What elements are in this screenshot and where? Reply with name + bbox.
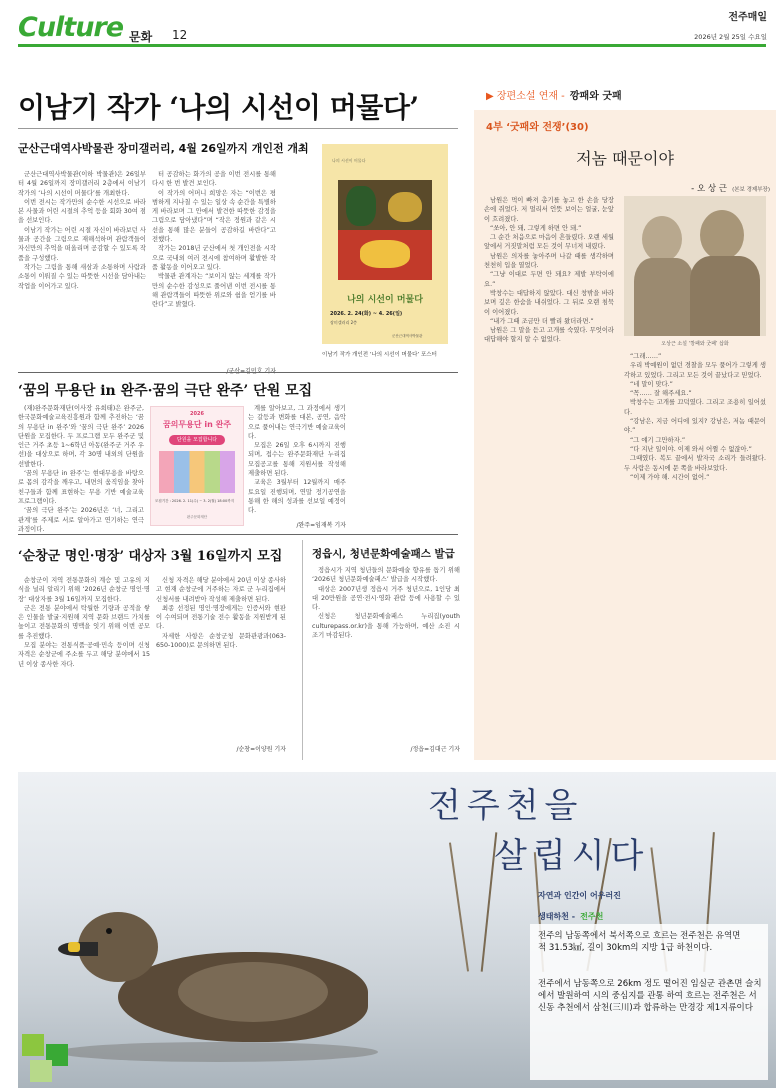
poster-footer: 군산근대역사박물관 [392, 334, 423, 338]
poster-venue: 장미갤러리 2층 [330, 320, 358, 325]
serial-col2 [624, 352, 766, 744]
serial-label-row [486, 84, 776, 100]
ad-tagline-2 [538, 904, 603, 923]
paragraph: “꼭…… 잘 해주세요.” [630, 390, 692, 398]
main-subhead: 군산근대역사박물관 장미갤러리, 4월 26일까지 개인전 개최 [18, 142, 309, 155]
paragraph: 정읍시가 지역 청년들의 문화예술 향유를 돕기 위해 ‘2026년 청년문화예술패스’ 발급을 시작했다. [312, 567, 460, 584]
recruit-poster [150, 406, 244, 526]
paragraph: “그래……” [630, 353, 662, 360]
paragraph: 최종 선정된 명인·명장에게는 인증서와 현판이 수여되며 전통기술 전수 활동을 지원받게 된다. [156, 604, 286, 631]
paragraph: 박창수는 대답하지 않았다. 대신 창밖을 바라보며 깊은 한숨을 내쉬었다. 그 뒤로 오랜 침묵이 이어졌다. [484, 289, 614, 316]
paragraph: 군산근대역사박물관(이하 박물관)은 26일부터 4월 26일까지 장미갤러리 2층에서 이남기 작가의 ‘나의 시선이 머물다’를 개최한다. [18, 171, 146, 197]
main-headline: 이남기 작가 ‘나의 시선이 머물다’ [18, 91, 419, 124]
header-rule [18, 44, 766, 47]
ad-tagline-1: 자연과 인간이 어우러진 [538, 891, 621, 900]
paragraph: (재)완주문화재단(이사장 유희태)은 완주군, 한국문화예술교육진흥원과 함께 추진하는 ‘꿈의 무용단 in 완주’와 ‘꿈의 극단 완주’ 2026 단원을 모집한다. 두 프로그램 모두 완주군 및 인근 거주 초등 1~6학년 아동(완주군 거주 우선)을 대상으로 하며, 각 30명 내외의 단원을 선발한다. [18, 405, 144, 468]
paragraph: 작가는 2018년 군산에서 첫 개인전을 시작으로 국내외 여러 전시에 참여하며 활발한 작품 활동을 이어오고 있다. [152, 245, 276, 271]
paragraph: “다 지난 일이야. 이제 와서 어쩔 수 없잖아.” [630, 445, 752, 453]
paragraph: 모집은 26일 오후 6시까지 진행되며, 접수는 완주문화재단 누리집 모집공고를 통해 지원서를 작성해 제출하면 된다. [248, 442, 346, 478]
youth-headline: 정읍시, 청년문화예술패스 발급 [312, 548, 455, 560]
youth-col [312, 566, 460, 742]
paragraph: ‘꿈의 극단 완주’는 2026년은 ‘너, 그리고 관계’를 주제로 서로 알아가고 연기하는 연극 과정이다. [18, 507, 144, 533]
serial-story-title: 저놈 때문이야 [576, 149, 674, 168]
issue-date: 2026년 2월 25일 수요일 [694, 33, 767, 41]
recruit-poster-banner: 단원을 모집합니다 [169, 435, 225, 445]
paragraph: 이남기 작가는 어린 시절 자신이 바라보던 사물과 공간을 그림으로 재해석하며 관람객들이 자신만의 추억을 떠올리며 공감할 수 있도록 작품을 구성했다. [18, 226, 146, 262]
recruit-poster-photos [159, 451, 235, 493]
serial-title: 깡패와 굿패 [569, 91, 622, 102]
serial-chapter: 4부 ‘굿패와 전쟁’(30) [486, 122, 589, 133]
paragraph: 계를 알아보고, 그 과정에서 생기는 갈등과 변화를 대본, 공연, 음악으로 풀어내는 연극기반 예술교육이다. [248, 405, 346, 440]
paragraph: “이제 가야 해. 시간이 없어.” [630, 473, 710, 481]
paragraph: 남원은 그 말을 듣고 고개를 숙였다. 무엇이라 대답해야 할지 알 수 없었다. [484, 327, 614, 344]
serial-author-row [560, 176, 770, 195]
serial-label: ▶ 장편소설 연재 - [486, 91, 565, 102]
serial-illustration-caption: 오상근 소설 ‘깡패와 굿패’ 삽화 [661, 341, 729, 347]
paragraph: 박창수는 고개를 끄덕였다. 그리고 조용히 일어섰다. [624, 399, 766, 416]
paragraph: 남원은 의자를 놓아주며 나갈 때를 생각하며 천천히 입을 열었다. [484, 252, 614, 270]
paragraph: “내가 그때 조금만 더 빨리 왔더라면.” [490, 317, 594, 325]
poster-dates: 2026. 2. 24(화) ~ 4. 26(일) [330, 311, 403, 317]
paragraph: 남원은 먹이 빠져 총기를 놓고 한 손을 당장 손에 쥐었다. 저 멀리서 언뜻 보이는 얼굴, 눈앞이 흐려졌다. [484, 197, 614, 223]
page-header [0, 0, 777, 52]
paragraph: 그 순간 처음으로 마음이 흔들렸다. 오랜 세월 앞에서 거짓말처럼 모든 것이 무너져 내렸다. [484, 234, 614, 251]
serial-illustration [624, 196, 766, 336]
ad-tagline-2a: 생태하천 - [538, 912, 576, 921]
paragraph: “네 말이 맞다.” [630, 380, 673, 388]
recruit-poster-dates: 모집기간 : 2026. 2. 11(수) ~ 3. 2(월) 18:00까지 [155, 499, 234, 503]
paragraph: ‘꿈의 무용단 in 완주’는 현대무용을 바탕으로 몸의 감각을 깨우고, 내면의 움직임을 찾아 친구들과 함께 표현하는 무용 기반 예술교육 프로그램이다. [18, 470, 144, 505]
serial-author: - 오 상 근 [691, 184, 727, 194]
paragraph: 우리 박예원이 없던 경찰을 모두 풀어가 그렇게 생각하고 있었다. 그리고 모든 것이 끝났다고 믿었다. [624, 362, 766, 379]
green-squares [22, 1034, 82, 1084]
dream-headline: ‘꿈의 무용단 in 완주·꿈의 극단 완주’ 단원 모집 [18, 383, 313, 399]
duck-graphic [58, 892, 378, 1062]
column-divider [302, 540, 303, 760]
main-byline [152, 366, 276, 375]
ad-title-line2: 살립시다 [494, 836, 650, 876]
master-headline: ‘순창군 명인·명장’ 대상자 3월 16일까지 모집 [18, 549, 283, 564]
paragraph: 신청 자격은 해당 분야에서 20년 이상 종사하고 현재 순창군에 거주하는 자로 군 누리집에서 신청서를 내려받아 작성해 제출하면 된다. [156, 577, 286, 603]
recruit-poster-year: 2026 [190, 411, 204, 417]
paragraph: 자세한 사항은 순창군청 문화관광과(063-650-1000)로 문의하면 된다. [156, 632, 286, 650]
paragraph: “그냥 이대로 두면 안 돼요? 제발 부탁이에요.” [484, 271, 614, 288]
paragraph: 순창군이 지역 전통문화의 계승 및 고유의 지식을 널리 알리기 위해 ‘2026년 순창군 명인·명장’ 대상자를 3월 16일까지 모집한다. [18, 577, 150, 603]
paragraph: 대상은 2007년생 정읍시 거주 청년으로, 1인당 최대 20만원을 공연·전시·영화 관람 등에 사용할 수 있다. [312, 585, 460, 612]
paragraph: “그 얘기 그만하자.” [630, 436, 686, 444]
paragraph: “쏘아, 안 돼, 그렇게 하면 안 돼.” [490, 224, 582, 232]
master-col2 [156, 576, 286, 726]
youth-byline: /정읍=김대근 기자 [410, 746, 460, 753]
main-article-col2 [152, 170, 276, 362]
paragraph: “강남은, 지금 어디에 있지? 강남은, 저놈 때문이야.” [624, 418, 766, 435]
paper-name: 전주매일 [728, 12, 767, 23]
dream-col1 [18, 404, 144, 533]
section-title-ko: 문화 [129, 30, 153, 44]
page-number: 12 [172, 28, 188, 42]
paragraph: 신청은 청년문화예술패스 누리집(youth culturepass.or.kr)을 통해 가능하며, 예산 소진 시 조기 마감된다. [312, 613, 460, 640]
section-title-en: Culture [18, 12, 124, 43]
master-byline: /순창=이양원 기자 [236, 746, 286, 753]
poster-title: 나의 시선이 머물다 [347, 295, 423, 305]
poster-caption: 이남기 작가 개인전 ‘나의 시선이 머물다’ 포스터 [322, 352, 437, 358]
paragraph: 이번 전시는 작가만의 순수한 시선으로 바라본 사물과 어린 시절의 추억 등을 회화 30여 점을 선보인다. [18, 198, 146, 225]
paragraph: 이 작가의 어머니 희망은 자는 “이번은 평범하게 지나칠 수 있는 일상 속 순간을 특별하게 바라보며 그 안에서 발견한 따뜻한 감정을 그림으로 담아냈다”며 “작은 정원과 같은 시선을 통해 많은 분들이 공감하길 바란다”고 전했다. [152, 189, 276, 244]
dream-byline: /완주=임재복 기자 [296, 522, 346, 529]
paragraph: 군은 전통 분야에서 탁월한 기량과 공적을 쌓은 인물을 발굴·지원해 지역 문화 브랜드 가치를 높이고 전통문화의 명맥을 잇기 위해 이번 공모를 추진했다. [18, 604, 150, 640]
serial-col1 [484, 196, 614, 746]
ad-paragraph-2: 전주에서 남동쪽으로 26km 정도 떨어진 임실군 관촌면 슬치에서 발원하여 시의 중심지를 관통 하여 흐르는 전주천은 서신동 추천에서 삼천(三川)과 합류하는 만경강 제1지류이다 [538, 979, 762, 1013]
main-headline-rule [18, 128, 458, 129]
section-divider [18, 534, 458, 535]
dream-col2 [248, 404, 346, 520]
paragraph: 그때였다. 복도 끝에서 발자국 소리가 들려왔다. 두 사람은 동시에 문 쪽을 바라보았다. [624, 455, 766, 472]
river-ad [18, 772, 776, 1088]
paragraph: 박물관 관계자는 “보이지 않는 세계를 작가만의 순수한 감성으로 풀어낸 이번 전시를 통해 관람객들이 따뜻한 위로와 쉼을 얻기를 바란다”고 밝혔다. [152, 273, 276, 309]
section-divider [18, 372, 458, 373]
paragraph: 모집 분야는 전통식품·공예·민속 등이며 신청 자격은 순창군에 주소를 두고 해당 분야에서 15년 이상 종사한 자다. [18, 642, 150, 668]
ad-title-line1: 전주천을 [428, 786, 584, 826]
main-article-col1 [18, 170, 146, 376]
recruit-poster-title: 꿈의무용단 in 완주 [162, 420, 232, 429]
paragraph: 교육은 3월부터 12월까지 매주 토요일 진행되며, 연말 정기공연을 통해 한 해의 성과를 선보일 예정이다. [248, 479, 346, 515]
poster-painting [338, 180, 432, 280]
master-col1 [18, 576, 150, 746]
poster-top-label: 나의 시선이 머물다 [332, 158, 366, 163]
ad-tagline-2b: 전주천 [580, 912, 604, 921]
recruit-poster-footer: 완주문화재단 [186, 515, 208, 519]
exhibition-poster [322, 144, 448, 344]
serial-author-note: (본보 경제부장) [732, 187, 770, 193]
paragraph: 터 공감하는 화가의 공을 이번 전시를 통해 다시 한 번 발견 보인다. [152, 171, 276, 188]
ad-paragraph-1: 전주의 남동쪽에서 북서쪽으로 흐르는 전주천은 유역면적 31.53㎢, 길이 30km의 지방 1급 하천이다. [538, 931, 741, 953]
paragraph: 작가는 그림을 통해 새삼과 소통하며 사람과 소통이 이뤄질 수 있는 따뜻한 시선을 담아내는 작업을 이어가고 있다. [18, 263, 146, 290]
